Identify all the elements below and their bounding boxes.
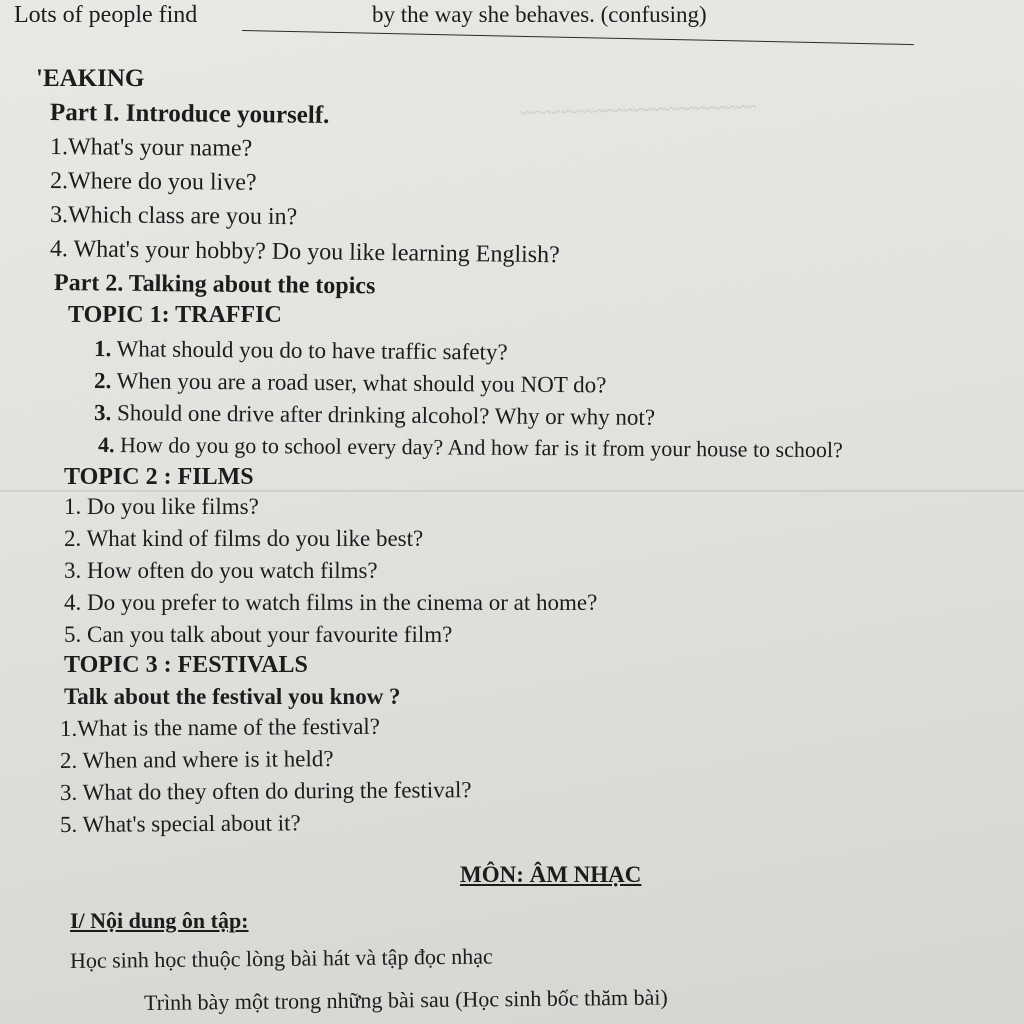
question-text: When you are a road user, what should you NOT do? xyxy=(116,368,607,398)
topic3-question: 3. What do they often do during the festival? xyxy=(59,777,472,805)
topic3-subtitle: Talk about the festival you know ? xyxy=(64,684,401,709)
sentence-fragment-left: Lots of people find xyxy=(14,2,198,28)
part1-question: 3.Which class are you in? xyxy=(49,202,298,231)
music-line-1: Học sinh học thuộc lòng bài hát và tập đọc nhạc xyxy=(69,943,493,973)
question-text: How do you go to school every day? And how far is it from your house to school? xyxy=(119,432,843,463)
topic2-question: 5. Can you talk about your favourite film? xyxy=(64,622,453,647)
topic1-title: TOPIC 1: TRAFFIC xyxy=(68,302,282,328)
paper-fold xyxy=(0,490,1024,492)
topic1-question xyxy=(94,400,655,431)
music-section-heading: I/ Nội dung ôn tập: xyxy=(70,908,249,933)
music-line-2: Trình bày một trong những bài sau (Học sinh bốc thăm bài) xyxy=(143,984,668,1015)
topic1-question xyxy=(98,432,843,463)
question-text: What should you do to have traffic safety? xyxy=(116,336,508,365)
section-heading: 'EAKING xyxy=(36,65,145,92)
part1-question: 2.Where do you live? xyxy=(49,168,257,196)
part1-question: 4. What's your hobby? Do you like learning English? xyxy=(49,236,560,269)
question-number: 2. xyxy=(93,368,112,394)
question-number: 4. xyxy=(97,432,115,458)
topic3-question: 1.What is the name of the festival? xyxy=(59,713,381,741)
topic1-question xyxy=(94,336,508,366)
topic3-question: 2. When and where is it held? xyxy=(59,746,334,773)
topic2-question: 1. Do you like films? xyxy=(64,494,259,519)
topic3-question: 5. What's special about it? xyxy=(59,810,301,837)
topic2-question: 2. What kind of films do you like best? xyxy=(64,526,424,551)
topic3-title: TOPIC 3 : FESTIVALS xyxy=(64,652,308,678)
answer-blank xyxy=(242,30,914,45)
topic2-title: TOPIC 2 : FILMS xyxy=(64,464,254,490)
music-title: MÔN: ÂM NHẠC xyxy=(460,862,642,887)
part1-question: 1.What's your name? xyxy=(49,134,253,162)
question-number: 3. xyxy=(93,400,112,426)
question-text: Should one drive after drinking alcohol? Why or why not? xyxy=(116,400,656,430)
show-through-text: ~~~~~~~~~~~~~~~~~~~~~~~ xyxy=(519,96,757,125)
sentence-fragment-right: by the way she behaves. (confusing) xyxy=(372,2,707,27)
topic2-question: 4. Do you prefer to watch films in the cinema or at home? xyxy=(64,590,598,615)
part2-title: Part 2. Talking about the topics xyxy=(53,270,376,300)
topic2-question: 3. How often do you watch films? xyxy=(64,558,378,583)
topic1-question xyxy=(94,368,607,398)
part1-title: Part I. Introduce yourself. xyxy=(49,99,330,129)
question-number: 1. xyxy=(93,336,112,362)
